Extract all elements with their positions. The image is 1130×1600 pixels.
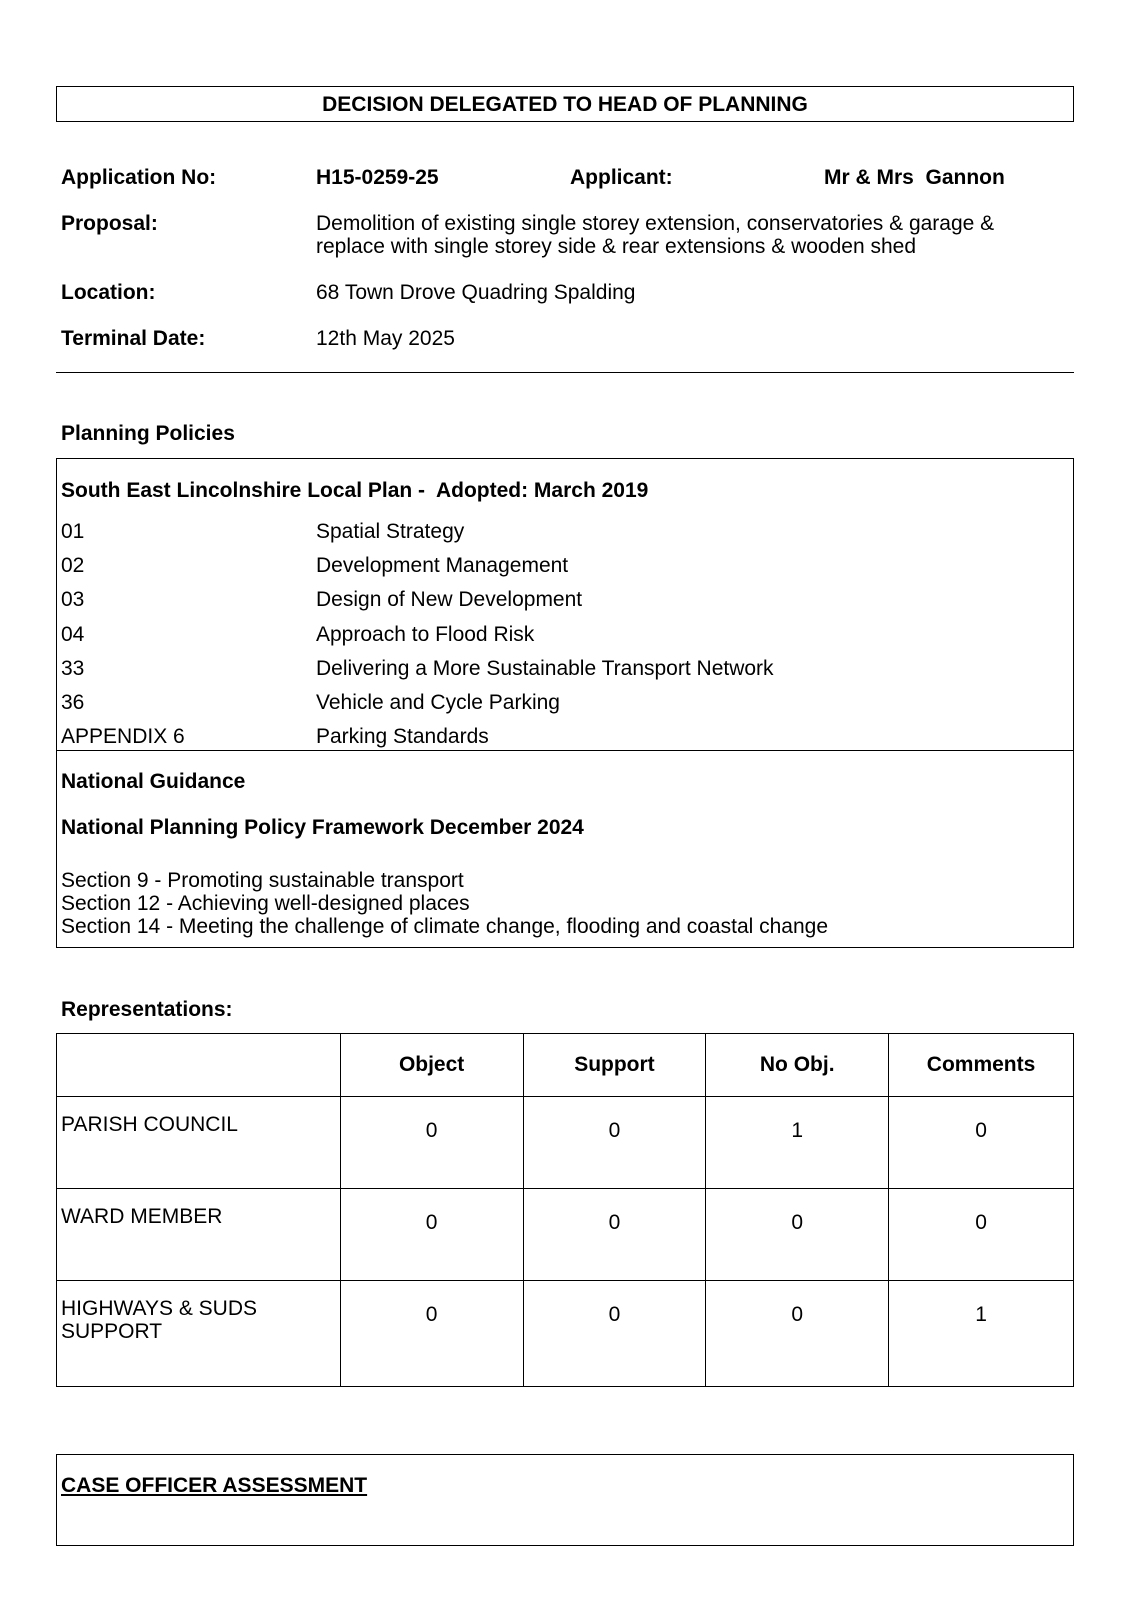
table-header-row [57,1034,1074,1097]
object-count: 0 [340,1281,523,1387]
consultee-name: PARISH COUNCIL [57,1097,341,1189]
location-label: Location: [61,281,156,304]
nppf-title: National Planning Policy Framework December 2024 [61,816,584,839]
policy-name: Delivering a More Sustainable Transport Network [316,657,774,680]
application-no-label: Application No: [61,166,217,189]
proposal-line-2: replace with single storey side & rear extensions & wooden shed [316,235,916,258]
column-header: Support [523,1034,706,1097]
support-count: 0 [523,1281,706,1387]
application-no-value: H15-0259-25 [316,166,439,189]
policy-name: Development Management [316,554,569,577]
policy-code: 04 [61,623,85,646]
no-objection-count: 0 [706,1281,889,1387]
comments-count: 0 [889,1097,1074,1189]
proposal-line-1: Demolition of existing single storey extension, conservatories & garage & [316,212,995,235]
nppf-section: Section 9 - Promoting sustainable transport [61,869,464,892]
policy-code: APPENDIX 6 [61,725,185,748]
no-objection-count: 0 [706,1189,889,1281]
policy-code: 36 [61,691,85,714]
case-officer-heading: CASE OFFICER ASSESSMENT [61,1474,368,1497]
nppf-section: Section 14 - Meeting the challenge of climate change, flooding and coastal change [61,915,829,938]
consultee-name: WARD MEMBER [57,1189,341,1281]
table-row [57,1281,1074,1387]
proposal-label: Proposal: [61,212,158,235]
comments-count: 0 [889,1189,1074,1281]
column-header: No Obj. [706,1034,889,1097]
representations-table [56,1033,1074,1387]
policy-name: Vehicle and Cycle Parking [316,691,560,714]
nppf-section: Section 12 - Achieving well-designed places [61,892,470,915]
consultee-name: HIGHWAYS & SUDS SUPPORT [57,1281,341,1387]
policies-divider [56,750,1074,751]
no-objection-count: 1 [706,1097,889,1189]
policy-code: 02 [61,554,85,577]
location-value: 68 Town Drove Quadring Spalding [316,281,636,304]
table-row [57,1097,1074,1189]
terminal-date-label: Terminal Date: [61,327,206,350]
applicant-value: Mr & Mrs Gannon [824,166,1005,189]
table-header-blank [57,1034,341,1097]
comments-count: 1 [889,1281,1074,1387]
policy-code: 33 [61,657,85,680]
support-count: 0 [523,1097,706,1189]
table-row [57,1189,1074,1281]
planning-policies-heading: Planning Policies [61,422,235,445]
support-count: 0 [523,1189,706,1281]
local-plan-title: South East Lincolnshire Local Plan - Adopted: March 2019 [61,479,649,502]
case-officer-box [56,1454,1074,1546]
page-title: DECISION DELEGATED TO HEAD OF PLANNING [56,86,1074,122]
policy-name: Parking Standards [316,725,489,748]
policy-name: Approach to Flood Risk [316,623,535,646]
policy-name: Design of New Development [316,588,583,611]
object-count: 0 [340,1097,523,1189]
section-divider [56,372,1074,373]
policy-name: Spatial Strategy [316,520,465,543]
terminal-date-value: 12th May 2025 [316,327,455,350]
national-guidance-heading: National Guidance [61,770,246,793]
column-header: Object [340,1034,523,1097]
column-header: Comments [889,1034,1074,1097]
applicant-label: Applicant: [570,166,673,189]
representations-heading: Representations: [61,998,233,1021]
policy-code: 03 [61,588,85,611]
object-count: 0 [340,1189,523,1281]
policy-code: 01 [61,520,85,543]
